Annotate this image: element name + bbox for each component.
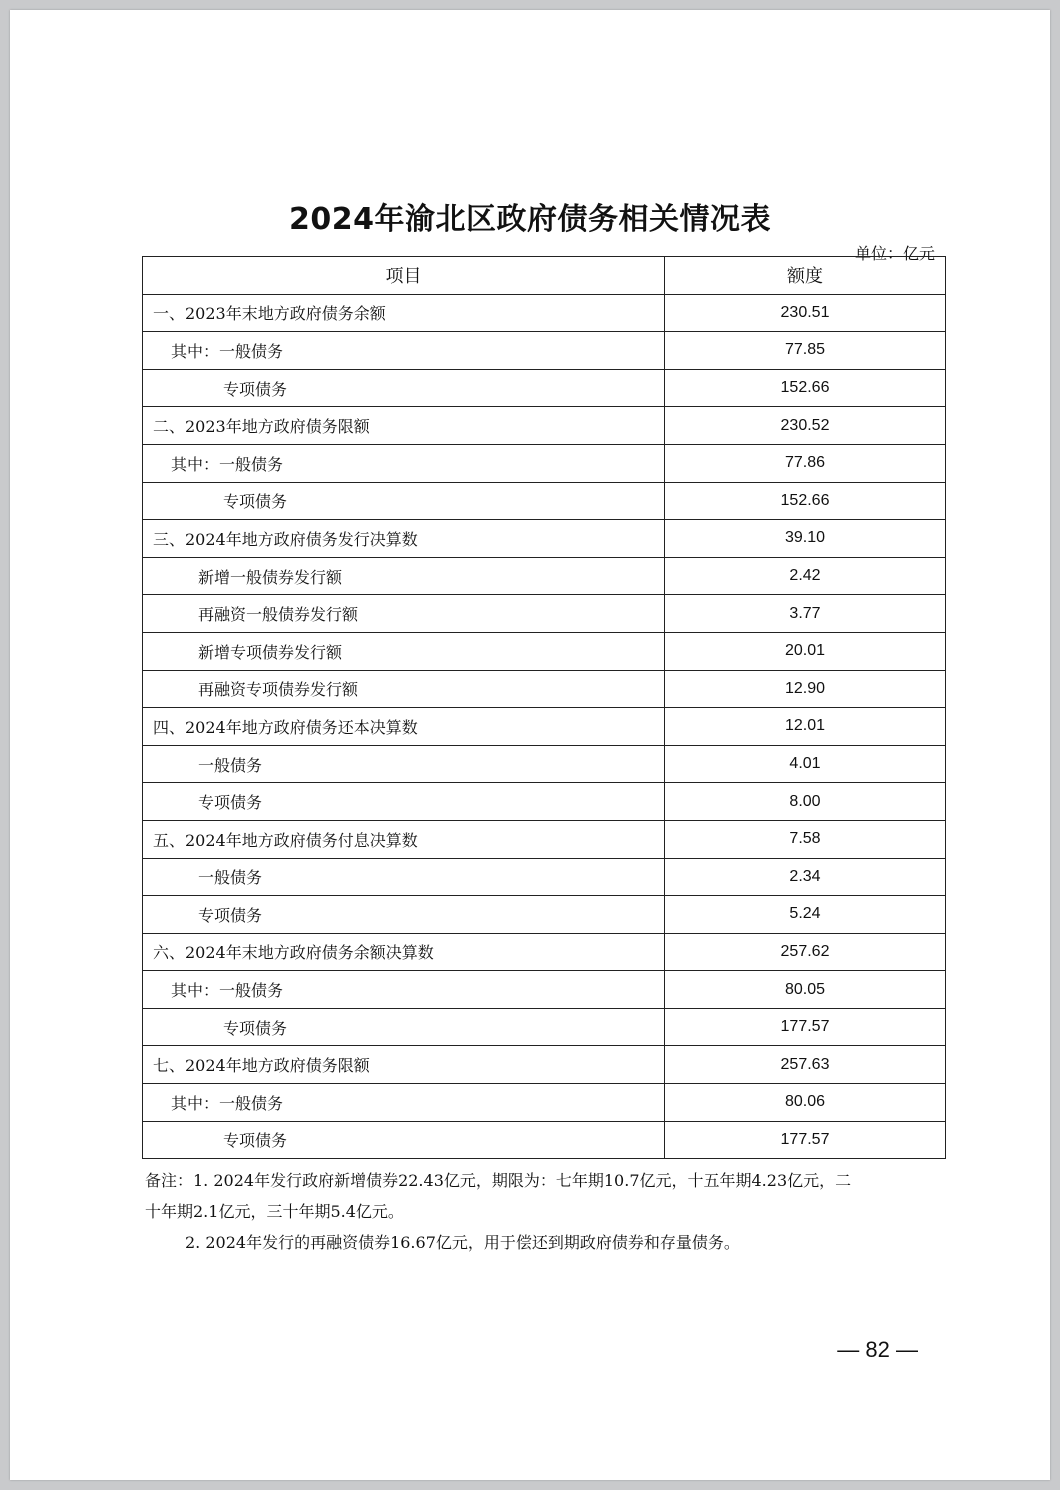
- row-label: 新增一般债券发行额: [143, 557, 665, 595]
- row-label: 专项债务: [143, 1121, 665, 1159]
- row-value: 257.63: [665, 1046, 946, 1084]
- debt-table: [142, 256, 946, 1159]
- table-row: [143, 369, 946, 407]
- header-item: 项目: [143, 257, 665, 295]
- row-value: 77.85: [665, 332, 946, 370]
- table-row: [143, 632, 946, 670]
- row-value: 77.86: [665, 444, 946, 482]
- row-value: 177.57: [665, 1008, 946, 1046]
- table-row: [143, 1084, 946, 1122]
- row-value: 20.01: [665, 632, 946, 670]
- header-amount: 额度: [665, 257, 946, 295]
- row-value: 177.57: [665, 1121, 946, 1159]
- row-value: 152.66: [665, 482, 946, 520]
- note-line: 2. 2024年发行的再融资债券16.67亿元，用于偿还到期政府债券和存量债务。: [185, 1233, 740, 1252]
- row-value: 12.90: [665, 670, 946, 708]
- table-row: [143, 294, 946, 332]
- note-line: 十年期2.1亿元，三十年期5.4亿元。: [145, 1202, 404, 1221]
- row-value: 3.77: [665, 595, 946, 633]
- table-row: [143, 896, 946, 934]
- row-label: 其中：一般债务: [143, 332, 665, 370]
- note-line: 备注：1. 2024年发行政府新增债券22.43亿元，期限为：七年期10.7亿元，十五年期4.23亿元，二: [145, 1171, 852, 1190]
- table-row: [143, 444, 946, 482]
- notes-section: [145, 1165, 935, 1258]
- document-page: [10, 10, 1050, 1480]
- row-label: 六、2024年末地方政府债务余额决算数: [143, 933, 665, 971]
- table-row: [143, 595, 946, 633]
- row-label: 其中：一般债务: [143, 971, 665, 1009]
- row-label: 专项债务: [143, 896, 665, 934]
- page-title: 2024年渝北区政府债务相关情况表: [289, 202, 771, 237]
- row-label: 二、2023年地方政府债务限额: [143, 407, 665, 445]
- row-value: 8.00: [665, 783, 946, 821]
- row-label: 专项债务: [143, 1008, 665, 1046]
- row-label: 七、2024年地方政府债务限额: [143, 1046, 665, 1084]
- table-row: [143, 407, 946, 445]
- row-label: 一般债务: [143, 745, 665, 783]
- table-row: [143, 482, 946, 520]
- row-value: 39.10: [665, 520, 946, 558]
- row-value: 2.34: [665, 858, 946, 896]
- row-label: 其中：一般债务: [143, 444, 665, 482]
- row-label: 再融资一般债券发行额: [143, 595, 665, 633]
- row-value: 80.05: [665, 971, 946, 1009]
- row-label: 四、2024年地方政府债务还本决算数: [143, 708, 665, 746]
- row-value: 257.62: [665, 933, 946, 971]
- table-row: [143, 783, 946, 821]
- row-value: 5.24: [665, 896, 946, 934]
- row-label: 新增专项债券发行额: [143, 632, 665, 670]
- table-row: [143, 858, 946, 896]
- row-label: 再融资专项债券发行额: [143, 670, 665, 708]
- row-value: 80.06: [665, 1084, 946, 1122]
- table-header-row: [143, 257, 946, 295]
- row-label: 专项债务: [143, 369, 665, 407]
- table-row: [143, 670, 946, 708]
- row-value: 230.51: [665, 294, 946, 332]
- row-label: 专项债务: [143, 783, 665, 821]
- row-value: 230.52: [665, 407, 946, 445]
- row-label: 其中：一般债务: [143, 1084, 665, 1122]
- row-value: 152.66: [665, 369, 946, 407]
- table-row: [143, 557, 946, 595]
- row-label: 三、2024年地方政府债务发行决算数: [143, 520, 665, 558]
- table-row: [143, 1008, 946, 1046]
- page-number: — 82 —: [837, 1337, 918, 1362]
- table-row: [143, 820, 946, 858]
- table-row: [143, 708, 946, 746]
- table-row: [143, 1046, 946, 1084]
- table-row: [143, 745, 946, 783]
- table-row: [143, 1121, 946, 1159]
- row-value: 4.01: [665, 745, 946, 783]
- row-label: 五、2024年地方政府债务付息决算数: [143, 820, 665, 858]
- row-value: 7.58: [665, 820, 946, 858]
- table-row: [143, 933, 946, 971]
- table-row: [143, 520, 946, 558]
- table-row: [143, 971, 946, 1009]
- row-value: 12.01: [665, 708, 946, 746]
- row-value: 2.42: [665, 557, 946, 595]
- row-label: 专项债务: [143, 482, 665, 520]
- row-label: 一般债务: [143, 858, 665, 896]
- row-label: 一、2023年末地方政府债务余额: [143, 294, 665, 332]
- table-row: [143, 332, 946, 370]
- unit-label: 单位：亿元: [854, 244, 935, 263]
- table-body: [143, 294, 946, 1159]
